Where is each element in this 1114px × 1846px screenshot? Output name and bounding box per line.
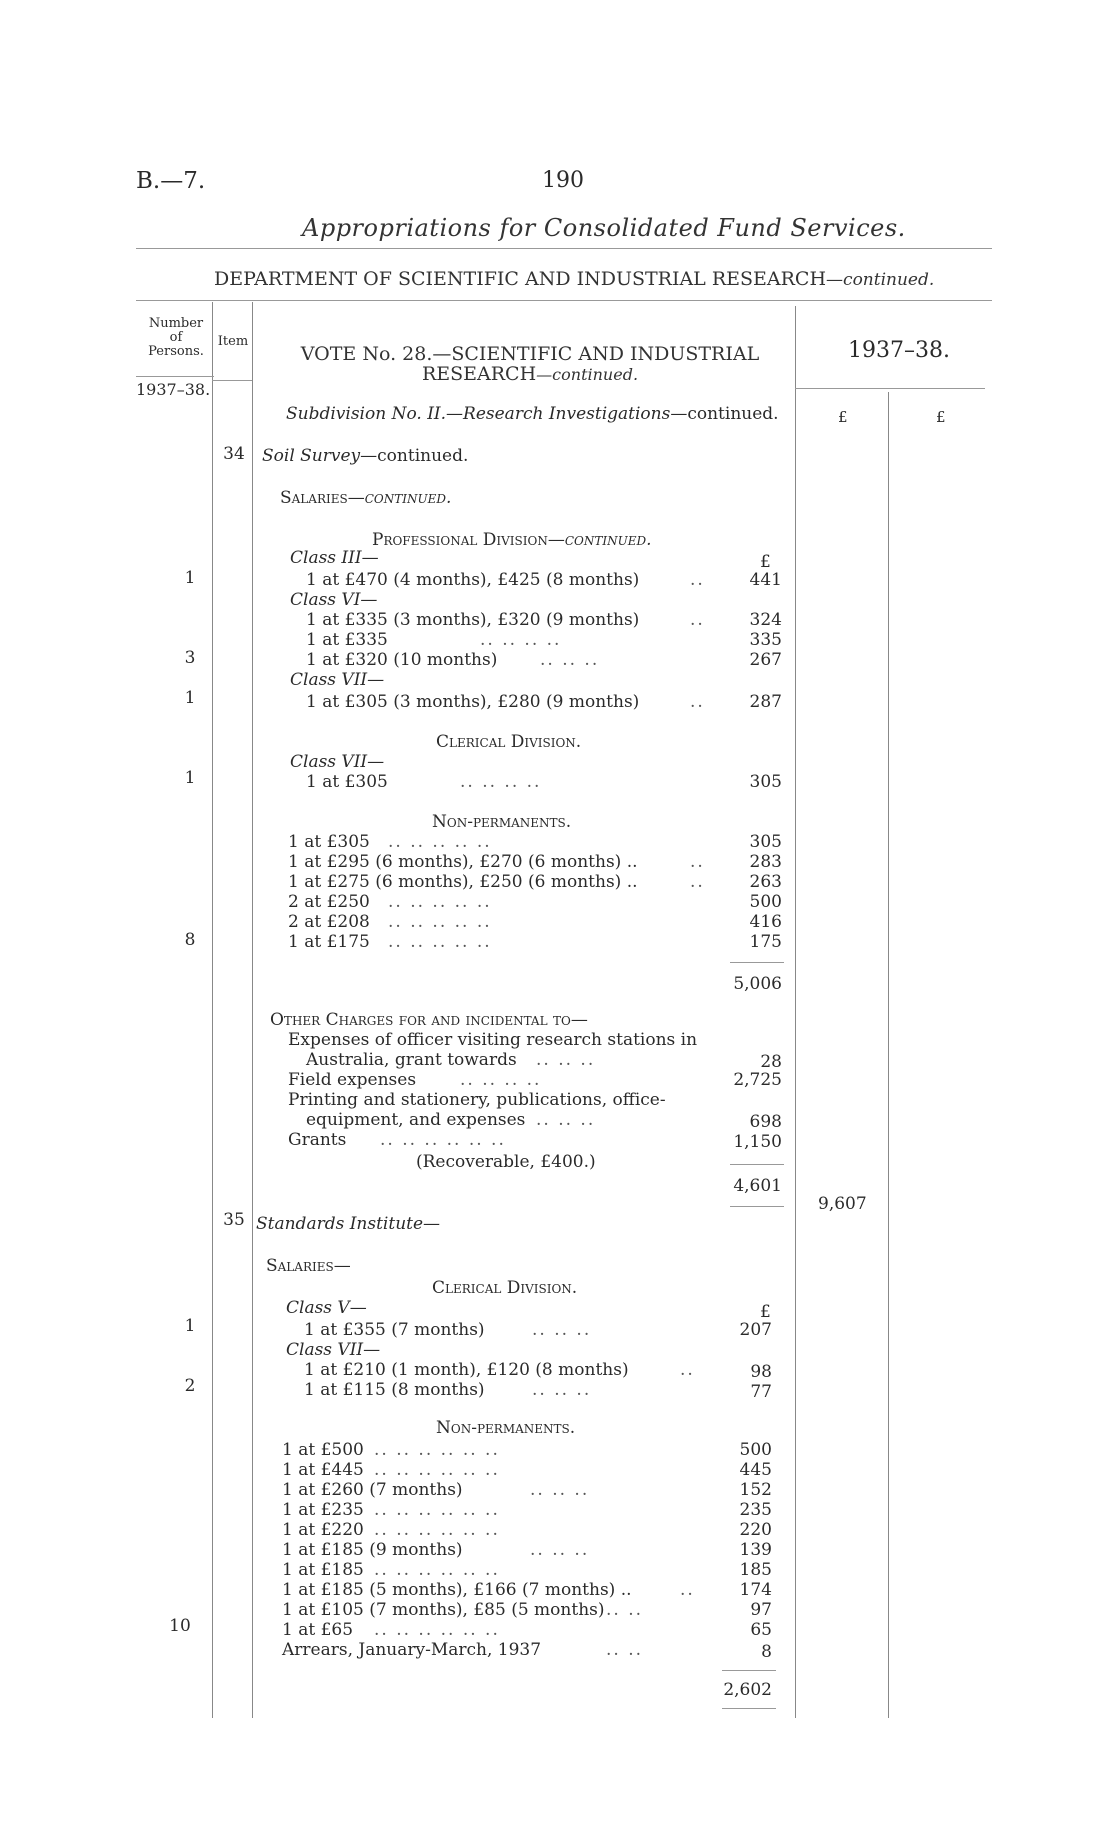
- leader-dots: .. .. .. .. .. ..: [374, 1460, 500, 1480]
- class-v-label: Class V—: [286, 1298, 367, 1318]
- nonperm-amount: 416: [749, 912, 782, 932]
- nonperm-amount: 445: [739, 1460, 772, 1480]
- leader-dots: ..: [690, 570, 705, 590]
- nonperm-amount: 174: [739, 1580, 772, 1600]
- subdivision-label: Subdivision No. II.—Research Investigations: [286, 404, 671, 424]
- leader-dots: .. .. .. .. ..: [388, 912, 492, 932]
- salaries-label: Salaries—: [280, 488, 365, 508]
- department-name: DEPARTMENT OF SCIENTIFIC AND INDUSTRIAL RESEARCH: [214, 268, 827, 290]
- nonperm-line: 1 at £500: [282, 1440, 364, 1460]
- charge-line: equipment, and expenses: [306, 1110, 526, 1130]
- item-34-title: [262, 446, 468, 466]
- charges-rule: [730, 1164, 784, 1165]
- persons-count: 2: [184, 1376, 196, 1396]
- charge-line: Field expenses: [288, 1070, 417, 1090]
- persons-count: 3: [184, 648, 196, 668]
- charge-line: Australia, grant towards: [306, 1050, 517, 1070]
- class-iii-label: Class III—: [290, 548, 379, 568]
- persons-year: 1937–38.: [136, 380, 211, 399]
- nonperm-line: 2 at £250: [288, 892, 370, 912]
- item-header-rule: [212, 380, 252, 381]
- persons-column-rule: [212, 302, 213, 1718]
- nonperm-amount: 305: [749, 832, 782, 852]
- salary-line: 1 at £335 (3 months), £320 (9 months): [306, 610, 640, 630]
- nonperm-line: 1 at £185 (9 months): [282, 1540, 463, 1560]
- year-column-header: 1937–38.: [848, 338, 950, 363]
- leader-dots: .. .. .. .. ..: [388, 832, 492, 852]
- leader-dots: ..: [690, 852, 705, 872]
- document-reference: B.—7.: [136, 168, 206, 194]
- persons-count: 1: [184, 568, 196, 588]
- leader-dots: .. .. ..: [532, 1380, 592, 1400]
- charge-amount: 2,725: [733, 1070, 782, 1090]
- nonperm-line: 1 at £175: [288, 932, 370, 952]
- nonperm-amount: 500: [749, 892, 782, 912]
- clerical-division-heading: Clerical Division.: [436, 732, 582, 752]
- item-35-number: 35: [223, 1210, 245, 1230]
- subdivision-suffix: —continued.: [670, 404, 779, 424]
- nonperm-amount: 263: [749, 872, 782, 892]
- leader-dots: ..: [690, 692, 705, 712]
- leader-dots: .. .. .. .. .. ..: [374, 1500, 500, 1520]
- leader-dots: .. ..: [606, 1600, 644, 1620]
- persons-count: 10: [169, 1616, 191, 1636]
- charge-amount: 28: [760, 1052, 782, 1072]
- subtotal-rule: [730, 962, 784, 963]
- nonperm-amount: 283: [749, 852, 782, 872]
- leader-dots: .. .. .. .. .. ..: [380, 1130, 506, 1150]
- leader-dots: ..: [690, 610, 705, 630]
- item-35-subtotal-rule: [722, 1670, 776, 1671]
- leader-dots: .. .. ..: [530, 1540, 590, 1560]
- nonperm-line: 1 at £445: [282, 1460, 364, 1480]
- salary-amount: 207: [739, 1320, 772, 1340]
- nonperm-line: 2 at £208: [288, 912, 370, 932]
- salary-amount: 287: [749, 692, 782, 712]
- nonperm-amount: 8: [761, 1642, 772, 1662]
- charges-bottom-rule: [730, 1206, 784, 1207]
- vote-heading: [300, 344, 760, 385]
- nonperm-line: Arrears, January-March, 1937: [282, 1640, 542, 1660]
- salary-line: 1 at £210 (1 month), £120 (8 months): [304, 1360, 629, 1380]
- nonperm-line: 1 at £185: [282, 1560, 364, 1580]
- salary-line: 1 at £320 (10 months): [306, 650, 498, 670]
- charge-line: Printing and stationery, publications, office-: [288, 1090, 666, 1110]
- persons-count: 1: [184, 1316, 196, 1336]
- leader-dots: .. .. .. ..: [480, 630, 562, 650]
- year-header-rule: [795, 388, 985, 389]
- class-vi-label: Class VI—: [290, 590, 378, 610]
- persons-header-rule: [136, 376, 214, 377]
- page-title: Appropriations for Consolidated Fund Services.: [302, 214, 906, 242]
- leader-dots: .. .. ..: [536, 1050, 596, 1070]
- leader-dots: .. .. ..: [532, 1320, 592, 1340]
- leader-dots: .. .. .. ..: [460, 772, 542, 792]
- leader-dots: .. .. .. .. ..: [388, 932, 492, 952]
- recoverable-note: (Recoverable, £400.): [416, 1152, 596, 1172]
- non-permanents-heading: Non-permanents.: [432, 812, 572, 832]
- nonperm-amount: 65: [750, 1620, 772, 1640]
- total-column-rule: [888, 392, 889, 1718]
- persons-count: 1: [184, 688, 196, 708]
- amount-column-rule: [795, 306, 796, 1718]
- item-35-salaries: Salaries—: [266, 1256, 351, 1276]
- leader-dots: .. .. .. .. .. ..: [374, 1520, 500, 1540]
- persons-label-1: Number: [148, 316, 204, 331]
- item-34-total: 9,607: [818, 1194, 867, 1214]
- leader-dots: ..: [690, 872, 705, 892]
- nonperm-line: 1 at £305: [288, 832, 370, 852]
- salary-line: 1 at £115 (8 months): [304, 1380, 485, 1400]
- other-charges-heading: Other Charges for and incidental to—: [270, 1010, 588, 1030]
- leader-dots: .. .. .. .. .. ..: [374, 1620, 500, 1640]
- leader-dots: .. .. ..: [530, 1480, 590, 1500]
- leader-dots: .. .. .. .. ..: [388, 892, 492, 912]
- leader-dots: .. .. ..: [540, 650, 600, 670]
- salary-line: 1 at £305: [306, 772, 388, 792]
- salary-amount: 335: [749, 630, 782, 650]
- persons-label-3: Persons.: [148, 344, 204, 359]
- page-number: 190: [542, 168, 584, 193]
- soil-survey-label: Soil Survey: [262, 446, 361, 466]
- professional-division-heading: [372, 530, 652, 550]
- salary-amount: 324: [749, 610, 782, 630]
- nonperm-line: 1 at £220: [282, 1520, 364, 1540]
- leader-dots: ..: [680, 1360, 695, 1380]
- charge-amount: 1,150: [733, 1132, 782, 1152]
- nonperm-line: 1 at £295 (6 months), £270 (6 months) ..: [288, 852, 638, 872]
- leader-dots: .. .. .. ..: [460, 1070, 542, 1090]
- department-heading: [214, 268, 934, 290]
- salary-line: 1 at £335: [306, 630, 388, 650]
- salary-line: 1 at £355 (7 months): [304, 1320, 485, 1340]
- persons-count: 8: [184, 930, 196, 950]
- nonperm-amount: 500: [739, 1440, 772, 1460]
- nonperm-line: 1 at £65: [282, 1620, 354, 1640]
- item-35-bottom-rule: [722, 1708, 776, 1709]
- class-vii-label: Class VII—: [286, 1340, 381, 1360]
- salary-amount: 98: [750, 1362, 772, 1382]
- persons-label-2: of: [169, 330, 183, 345]
- department-suffix: —continued.: [826, 270, 935, 290]
- nonperm-line: 1 at £105 (7 months), £85 (5 months): [282, 1600, 605, 1620]
- salary-line: 1 at £470 (4 months), £425 (8 months): [306, 570, 640, 590]
- salaries-suffix: continued.: [364, 488, 452, 508]
- nonperm-amount: 152: [739, 1480, 772, 1500]
- leader-dots: .. .. .. .. .. ..: [374, 1560, 500, 1580]
- persons-column-header: [140, 317, 212, 359]
- pound-symbol-2: £: [936, 408, 946, 426]
- vote-line-2: [300, 364, 760, 385]
- vote-line-2-suffix: —continued.: [536, 365, 639, 384]
- persons-count: 1: [184, 768, 196, 788]
- item-35-title: Standards Institute—: [256, 1214, 441, 1234]
- item-35-clerical-heading: Clerical Division.: [432, 1278, 578, 1298]
- charges-subtotal: 4,601: [733, 1176, 782, 1196]
- title-rule: [136, 248, 992, 249]
- nonperm-amount: 185: [739, 1560, 772, 1580]
- vote-line-2-text: RESEARCH: [421, 363, 537, 385]
- nonperm-amount: 235: [739, 1500, 772, 1520]
- salary-amount: 77: [750, 1382, 772, 1402]
- salary-amount: 305: [749, 772, 782, 792]
- item-column-rule: [252, 302, 253, 1718]
- leader-dots: .. .. ..: [536, 1110, 596, 1130]
- pound-symbol-1: £: [838, 408, 848, 426]
- soil-survey-suffix: —continued.: [360, 446, 469, 466]
- charge-line: Grants: [288, 1130, 347, 1150]
- subdivision-heading: [286, 404, 779, 424]
- item-column-header: Item: [217, 334, 249, 349]
- nonperm-amount: 139: [739, 1540, 772, 1560]
- leader-dots: .. ..: [606, 1640, 644, 1660]
- salary-amount: 441: [749, 570, 782, 590]
- nonperm-line: 1 at £235: [282, 1500, 364, 1520]
- nonperm-line: 1 at £185 (5 months), £166 (7 months) ..: [282, 1580, 632, 1600]
- nonperm-amount: 97: [750, 1600, 772, 1620]
- prof-division-label: Professional Division—: [372, 530, 565, 550]
- nonperm-line: 1 at £260 (7 months): [282, 1480, 463, 1500]
- charge-line: Expenses of officer visiting research stations in: [288, 1030, 698, 1050]
- nonperm-amount: 175: [749, 932, 782, 952]
- class-vii-label: Class VII—: [290, 670, 385, 690]
- salary-line: 1 at £305 (3 months), £280 (9 months): [306, 692, 640, 712]
- leader-dots: ..: [680, 1580, 695, 1600]
- vote-line-1: VOTE No. 28.—SCIENTIFIC AND INDUSTRIAL: [300, 343, 760, 365]
- nonperm-line: 1 at £275 (6 months), £250 (6 months) ..: [288, 872, 638, 892]
- charge-amount: 698: [749, 1112, 782, 1132]
- clerical-class-label: Class VII—: [290, 752, 385, 772]
- salaries-subtotal: 5,006: [733, 974, 782, 994]
- leader-dots: .. .. .. .. .. ..: [374, 1440, 500, 1460]
- amount-pound-symbol: £: [760, 552, 771, 572]
- prof-division-suffix: continued.: [564, 530, 652, 550]
- nonperm-amount: 220: [739, 1520, 772, 1540]
- item-34-number: 34: [223, 444, 245, 464]
- salary-amount: 267: [749, 650, 782, 670]
- item-35-total: 2,602: [723, 1680, 772, 1700]
- item-35-nonperm-heading: Non-permanents.: [436, 1418, 576, 1438]
- table-top-rule: [136, 300, 992, 301]
- item-34-salaries: [280, 488, 451, 508]
- item-35-pound-symbol: £: [760, 1302, 771, 1322]
